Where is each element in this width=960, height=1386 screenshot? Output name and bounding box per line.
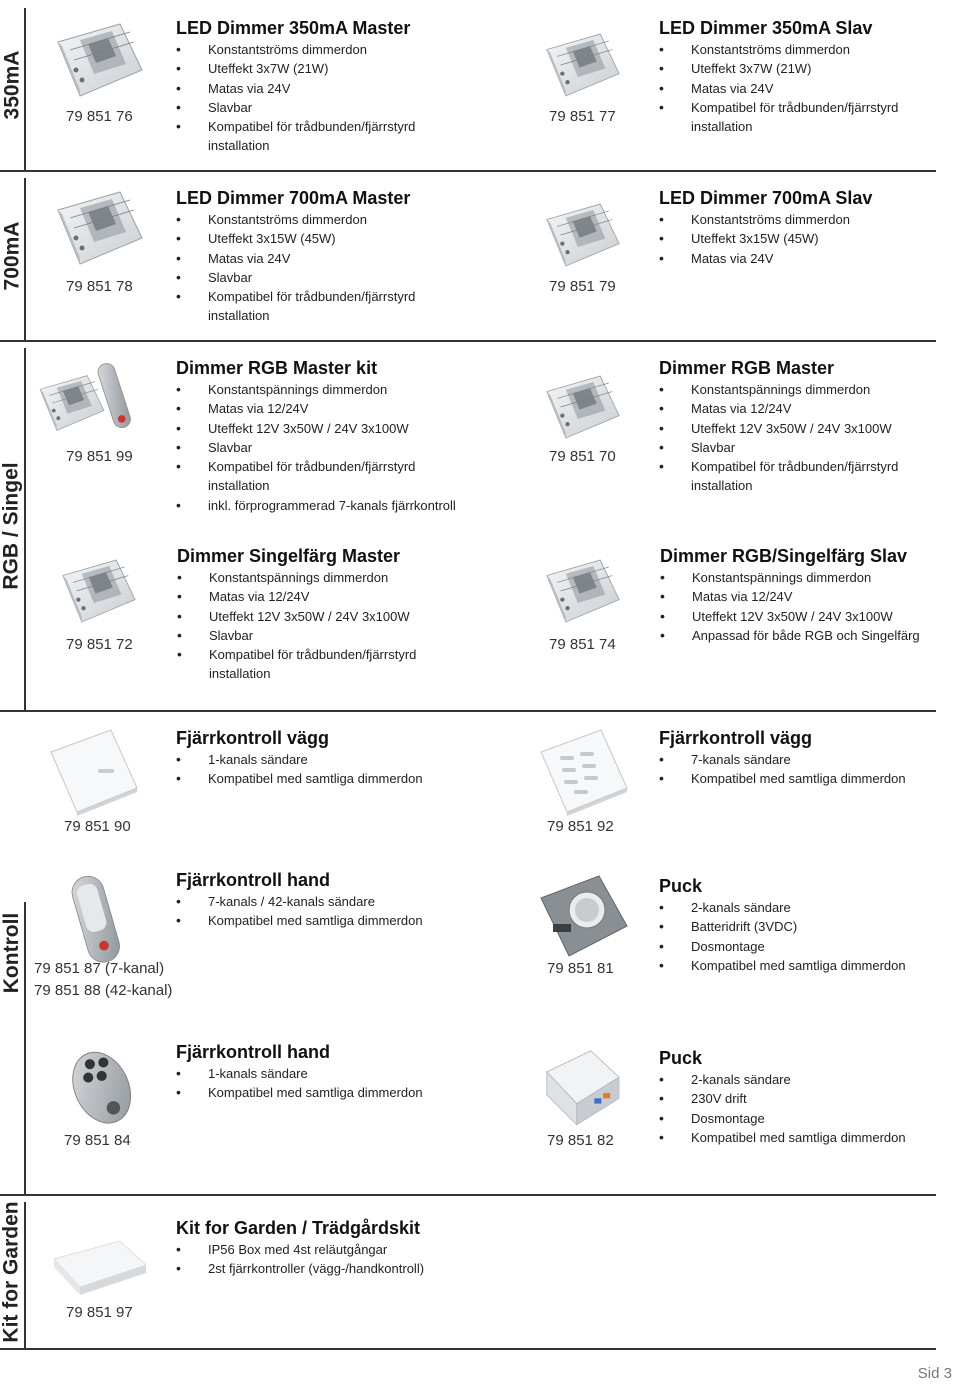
feature-item: • Slavbar (659, 438, 898, 457)
wall-remote-image (36, 722, 146, 822)
product-title: Puck (659, 1048, 703, 1068)
feature-item: • Slavbar (176, 438, 456, 457)
product-code: 79 851 77 (549, 108, 616, 125)
section-label-kontroll: Kontroll (0, 912, 24, 994)
dimmer-product-image (50, 188, 150, 268)
feature-list (176, 210, 415, 326)
puck-battery-image (528, 868, 638, 968)
feature-list (176, 1064, 423, 1103)
product-code: 79 851 70 (549, 448, 616, 465)
feature-item: • Matas via 12/24V (659, 399, 898, 418)
feature-item: • IP56 Box med 4st reläutgångar (176, 1240, 424, 1259)
feature-item: • Matas via 24V (176, 79, 415, 98)
hand-remote-image (54, 872, 138, 968)
product-title: Fjärrkontroll hand (176, 1042, 331, 1062)
feature-item: • Dosmontage (659, 1109, 906, 1128)
section-label-rgb-singel: RGB / Singel (0, 462, 23, 590)
feature-item: • Slavbar (176, 268, 415, 287)
feature-item: • Kompatibel med samtliga dimmerdon (659, 956, 906, 975)
feature-item: • Kompatibel med samtliga dimmerdon (176, 911, 423, 930)
feature-item: • Matas via 24V (176, 249, 415, 268)
feature-list (176, 1240, 424, 1279)
feature-list (659, 898, 906, 975)
feature-item: • Uteffekt 3x7W (21W) (176, 59, 415, 78)
feature-item: • 2st fjärrkontroller (vägg-/handkontroll) (176, 1259, 424, 1278)
dimmer-product-image (540, 200, 626, 270)
feature-item: installation (208, 478, 270, 494)
product-code: 79 851 92 (547, 818, 614, 835)
dimmer-product-image (540, 372, 626, 442)
feature-list (659, 380, 898, 496)
feature-item: installation (691, 119, 753, 135)
wall-buttons-icon (556, 752, 606, 796)
feature-item: • Konstantströms dimmerdon (176, 210, 415, 229)
feature-item: • Konstantspännings dimmerdon (176, 380, 456, 399)
feature-item: • inkl. förprogrammerad 7-kanals fjärrkontroll (176, 496, 456, 515)
feature-item: • Kompatibel för trådbunden/fjärrstyrd (177, 645, 416, 664)
puck-230v-image (534, 1042, 630, 1130)
section-label-700ma: 700mA (0, 221, 24, 291)
feature-item: • Matas via 12/24V (176, 399, 456, 418)
feature-item: • Kompatibel för trådbunden/fjärrstyrd (659, 457, 898, 476)
feature-item: • Uteffekt 12V 3x50W / 24V 3x100W (176, 419, 456, 438)
feature-item: installation (209, 666, 271, 682)
feature-item: • Uteffekt 3x15W (45W) (659, 229, 850, 248)
dimmer-product-image (56, 556, 142, 626)
feature-item: • Konstantspännings dimmerdon (660, 568, 920, 587)
dimmer-product-image (50, 20, 150, 100)
feature-item: installation (691, 478, 753, 494)
feature-item: • Uteffekt 12V 3x50W / 24V 3x100W (659, 419, 898, 438)
product-title: Dimmer RGB Master (659, 358, 835, 378)
product-code: 79 851 84 (64, 1132, 131, 1149)
feature-list (176, 380, 456, 515)
product-code: 79 851 78 (66, 278, 133, 295)
feature-item: • Kompatibel med samtliga dimmerdon (176, 769, 423, 788)
section-kontroll (0, 712, 936, 1196)
feature-list (177, 568, 416, 684)
dimmer-product-image (540, 30, 626, 100)
feature-list (659, 750, 906, 789)
feature-item: • Uteffekt 12V 3x50W / 24V 3x100W (177, 607, 416, 626)
dimmer-product-image (540, 556, 626, 626)
section-700ma (0, 172, 936, 342)
product-code: 79 851 90 (64, 818, 131, 835)
feature-item: • Matas via 12/24V (660, 587, 920, 606)
product-title: Dimmer RGB Master kit (176, 358, 378, 378)
product-code: 79 851 72 (66, 636, 133, 653)
feature-item: • 2-kanals sändare (659, 1070, 906, 1089)
product-code: 79 851 97 (66, 1304, 133, 1321)
feature-item: installation (208, 308, 270, 324)
garden-box-image (50, 1236, 150, 1298)
feature-item: • Uteffekt 12V 3x50W / 24V 3x100W (660, 607, 920, 626)
feature-item: • Kompatibel för trådbunden/fjärrstyrd (176, 117, 415, 136)
section-350ma (0, 0, 936, 172)
product-code: 79 851 79 (549, 278, 616, 295)
product-title: Fjärrkontroll vägg (659, 728, 813, 748)
product-code: 79 851 99 (66, 448, 133, 465)
section-label-kit-for-garden: Kit for Garden (0, 1201, 23, 1343)
page-number: Sid 3 (917, 1365, 952, 1382)
product-title: LED Dimmer 350mA Slav (659, 18, 873, 38)
feature-item: • Kompatibel med samtliga dimmerdon (176, 1083, 423, 1102)
feature-item: • Konstantströms dimmerdon (659, 210, 850, 229)
product-code: 79 851 81 (547, 960, 614, 977)
product-title: LED Dimmer 700mA Slav (659, 188, 873, 208)
product-title: Kit for Garden / Trädgårdskit (176, 1218, 421, 1238)
product-code: 79 851 82 (547, 1132, 614, 1149)
product-title: Dimmer Singelfärg Master (177, 546, 401, 566)
feature-item: • Konstantspännings dimmerdon (659, 380, 898, 399)
feature-item: • 7-kanals sändare (659, 750, 906, 769)
feature-list (176, 892, 423, 931)
product-code: 79 851 88 (42-kanal) (34, 982, 173, 999)
product-title: LED Dimmer 350mA Master (176, 18, 411, 38)
feature-item: • Kompatibel för trådbunden/fjärrstyrd (176, 457, 456, 476)
feature-item: • Konstantspännings dimmerdon (177, 568, 416, 587)
hand-remote-image (58, 1042, 142, 1130)
product-code: 79 851 76 (66, 108, 133, 125)
product-title: Dimmer RGB/Singelfärg Slav (660, 546, 908, 566)
product-title: Puck (659, 876, 703, 896)
feature-item: • 1-kanals sändare (176, 750, 423, 769)
feature-list (176, 40, 415, 156)
feature-item: • 1-kanals sändare (176, 1064, 423, 1083)
section-rgb-singel (0, 342, 936, 712)
feature-item: • Matas via 24V (659, 79, 898, 98)
feature-item: • 230V drift (659, 1089, 906, 1108)
feature-item: • Uteffekt 3x15W (45W) (176, 229, 415, 248)
product-title: LED Dimmer 700mA Master (176, 188, 411, 208)
feature-item: • Kompatibel för trådbunden/fjärrstyrd (659, 98, 898, 117)
feature-item: • 2-kanals sändare (659, 898, 906, 917)
feature-item: • Uteffekt 3x7W (21W) (659, 59, 898, 78)
feature-item: • Konstantströms dimmerdon (659, 40, 898, 59)
feature-item: • Dosmontage (659, 937, 906, 956)
feature-item: • 7-kanals / 42-kanals sändare (176, 892, 423, 911)
feature-item: • Matas via 12/24V (177, 587, 416, 606)
product-title: Fjärrkontroll vägg (176, 728, 330, 748)
feature-item: • Kompatibel med samtliga dimmerdon (659, 769, 906, 788)
product-code: 79 851 74 (549, 636, 616, 653)
remote-product-image (96, 360, 136, 436)
product-code: 79 851 87 (7-kanal) (34, 960, 165, 977)
feature-item: • Kompatibel för trådbunden/fjärrstyrd (176, 287, 415, 306)
feature-item: • Slavbar (177, 626, 416, 645)
feature-item: • Batteridrift (3VDC) (659, 917, 906, 936)
feature-list (176, 750, 423, 789)
feature-list (659, 40, 898, 136)
section-kit-for-garden (0, 1196, 936, 1350)
section-label-350ma: 350mA (0, 50, 24, 120)
feature-item: • Anpassad för både RGB och Singelfärg (660, 626, 920, 645)
wall-button-icon (96, 766, 116, 776)
feature-list (659, 210, 850, 268)
feature-list (660, 568, 920, 645)
feature-item: installation (208, 138, 270, 154)
feature-item: • Matas via 24V (659, 249, 850, 268)
product-title: Fjärrkontroll hand (176, 870, 331, 890)
feature-item: • Kompatibel med samtliga dimmerdon (659, 1128, 906, 1147)
feature-item: • Slavbar (176, 98, 415, 117)
feature-item: • Konstantströms dimmerdon (176, 40, 415, 59)
feature-list (659, 1070, 906, 1147)
